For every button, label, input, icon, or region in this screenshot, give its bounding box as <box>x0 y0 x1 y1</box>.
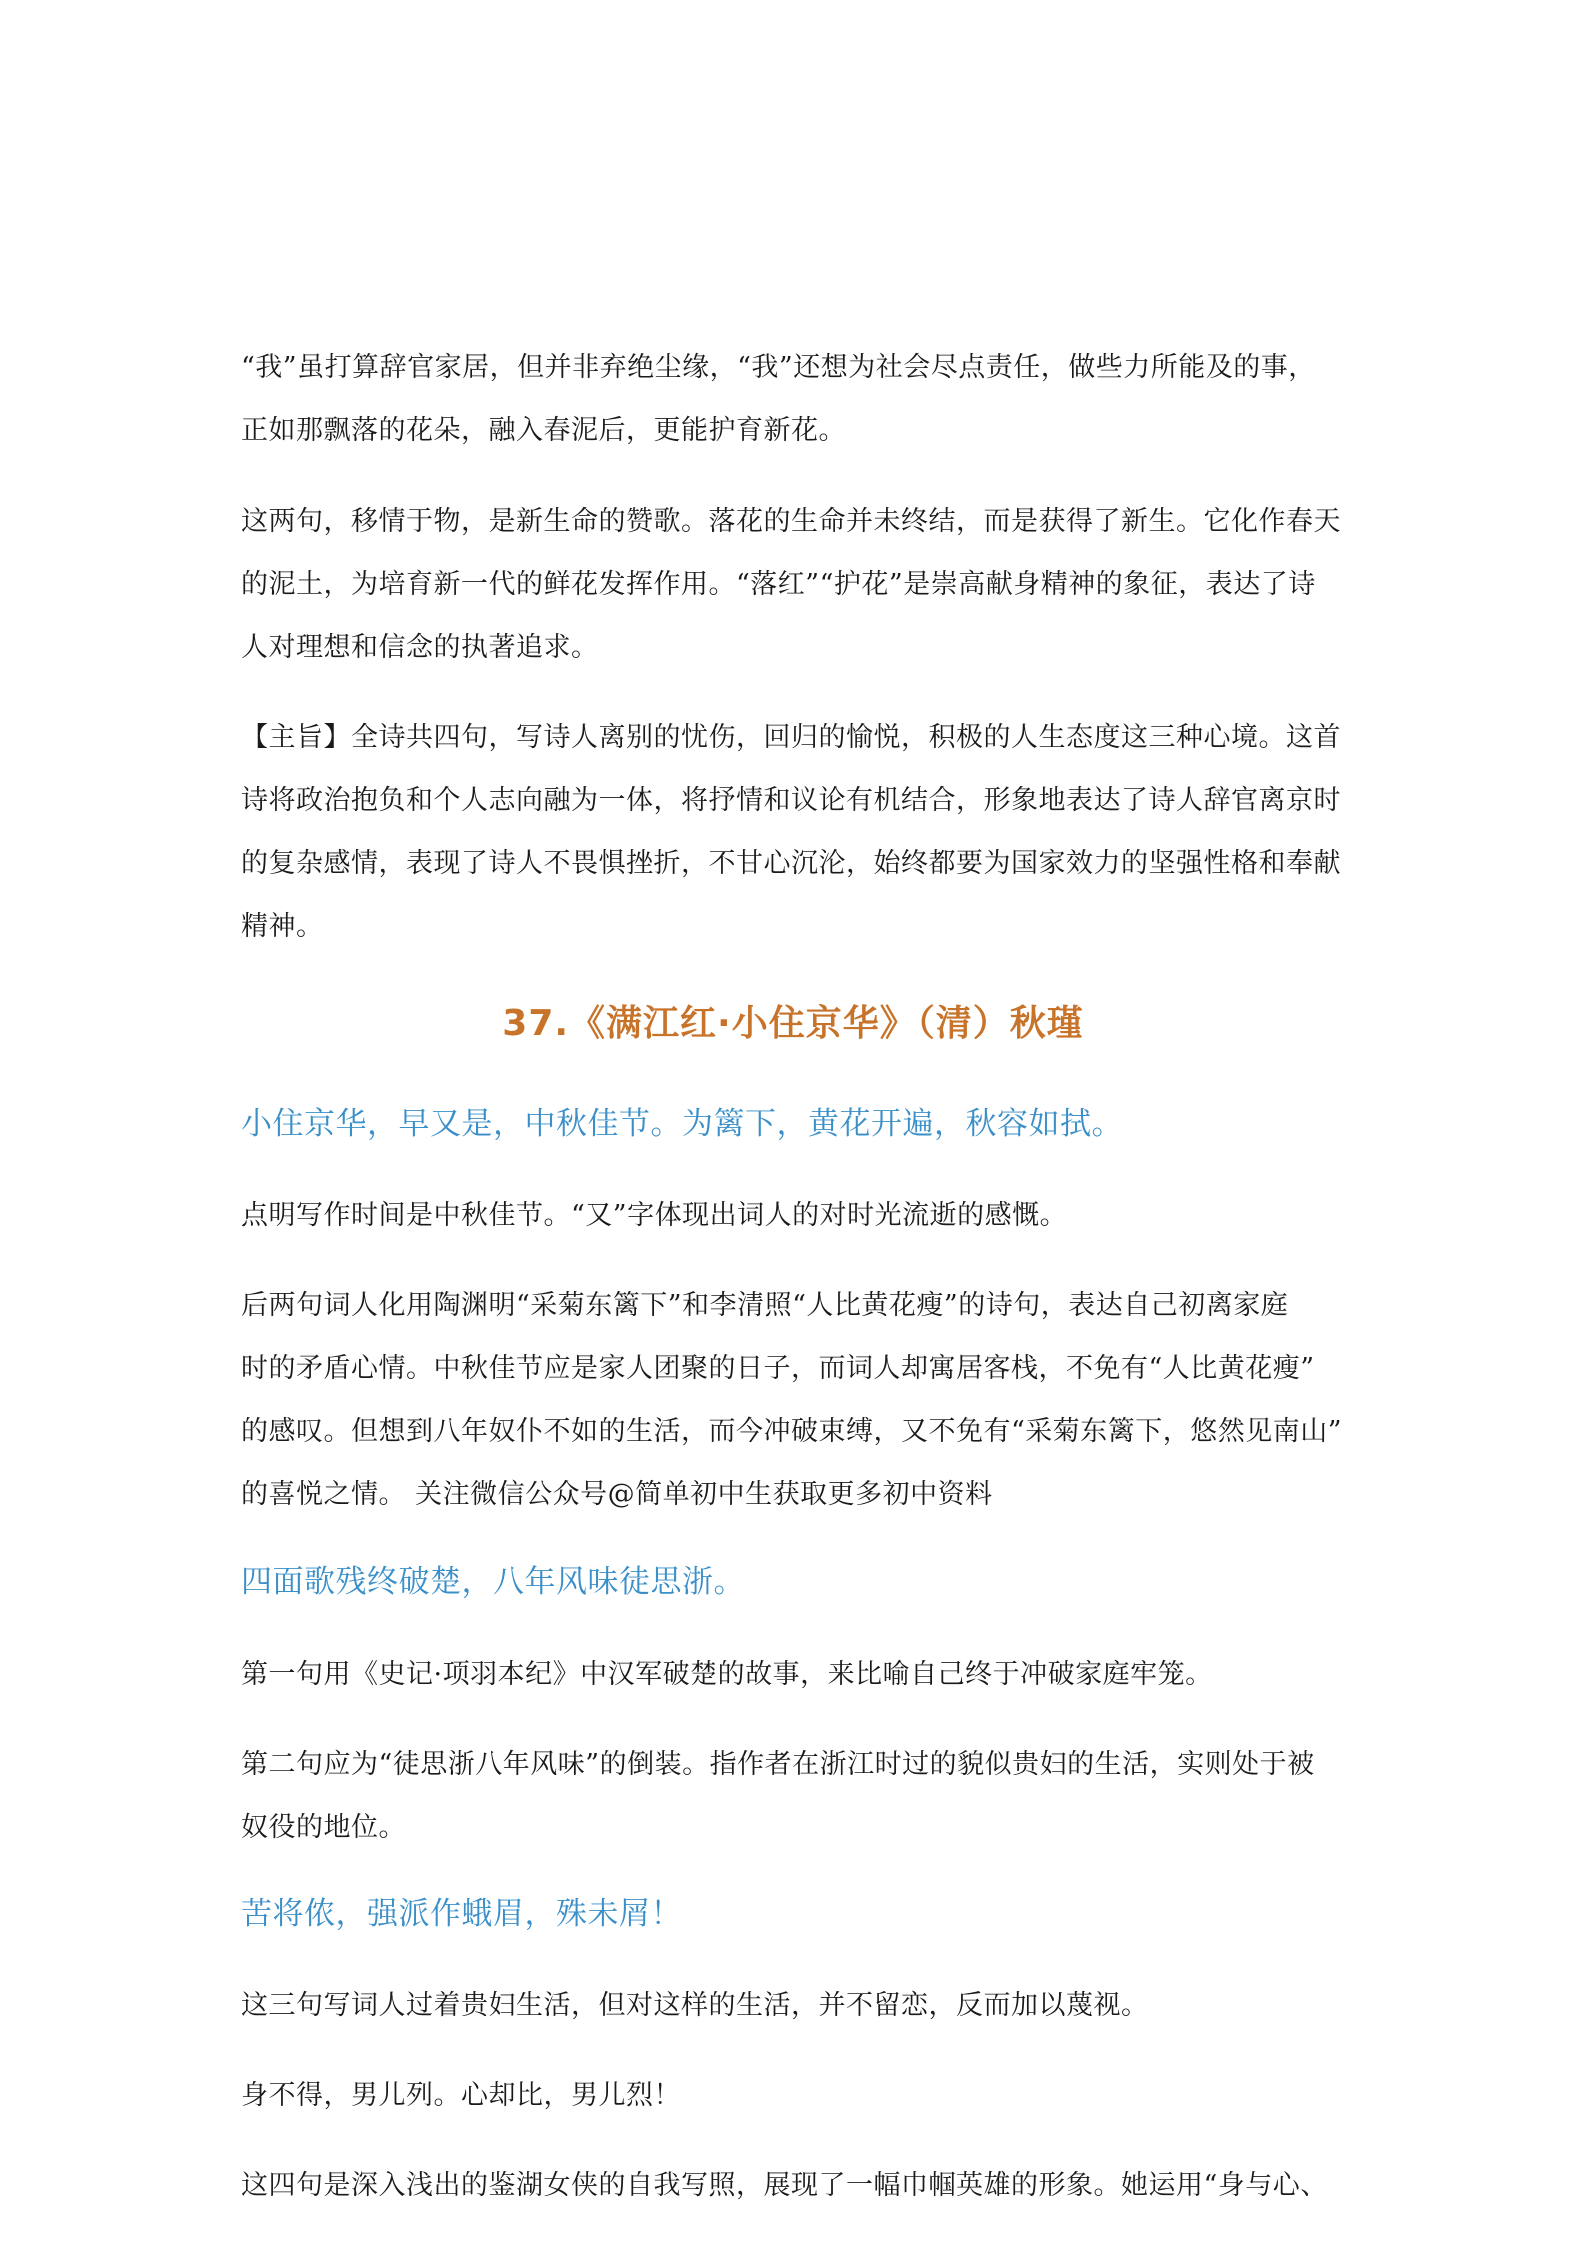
text-line: 精神。 <box>241 911 324 942</box>
paragraph-commentary-1 <box>241 336 1361 462</box>
paragraph-commentary-5 <box>241 1643 1361 1706</box>
paragraph-verse-plain <box>241 2064 1361 2127</box>
text-line: 的感叹。但想到八年奴仆不如的生活，而今冲破束缚，又不免有“采菊东篱下，悠然见南山” <box>241 1416 1343 1447</box>
text-line: 的喜悦之情。 关注微信公众号@简单初中生获取更多初中资料 <box>241 1479 993 1510</box>
text-line: 的泥土，为培育新一代的鲜花发挥作用。“落红”“护花”是崇高献身精神的象征，表达了诗 <box>241 569 1316 600</box>
paragraph-commentary-3 <box>241 1184 1361 1247</box>
text-line: 后两句词人化用陶渊明“采菊东篱下”和李清照“人比黄花瘦”的诗句，表达自己初离家庭 <box>241 1290 1289 1321</box>
verse-line-3: 苦将侬，强派作蛾眉，殊未屑！ <box>241 1896 682 1932</box>
paragraph-commentary-7 <box>241 1974 1361 2037</box>
text-line: 人对理想和信念的执著追求。 <box>241 632 599 663</box>
paragraph-commentary-8 <box>241 2154 1361 2217</box>
text-line: 的复杂感情，表现了诗人不畏惧挫折，不甘心沉沦，始终都要为国家效力的坚强性格和奉献 <box>241 848 1341 879</box>
text-line: 正如那飘落的花朵，融入春泥后，更能护育新花。 <box>241 415 846 446</box>
paragraph-theme-summary <box>241 706 1361 958</box>
verse-line-1: 小住京华，早又是，中秋佳节。为篱下，黄花开遍，秋容如拭。 <box>241 1106 1123 1142</box>
text-line: 时的矛盾心情。中秋佳节应是家人团聚的日子，而词人却寓居客栈，不免有“人比黄花瘦” <box>241 1353 1315 1384</box>
text-line: 【主旨】全诗共四句，写诗人离别的忧伤，回归的愉悦，积极的人生态度这三种心境。这首 <box>241 722 1341 753</box>
paragraph-commentary-4 <box>241 1274 1361 1526</box>
text-line: 这两句，移情于物，是新生命的赞歌。落花的生命并未终结，而是获得了新生。它化作春天 <box>241 506 1341 537</box>
text-line: “我”虽打算辞官家居，但并非弃绝尘缘，“我”还想为社会尽点责任，做些力所能及的事， <box>241 352 1316 383</box>
paragraph-commentary-2 <box>241 490 1361 679</box>
text-line: 身不得，男儿列。心却比，男儿烈！ <box>241 2080 681 2111</box>
paragraph-commentary-6 <box>241 1733 1361 1859</box>
text-line: 诗将政治抱负和个人志向融为一体，将抒情和议论有机结合，形象地表达了诗人辞官离京时 <box>241 785 1341 816</box>
text-line: 这三句写词人过着贵妇生活，但对这样的生活，并不留恋，反而加以蔑视。 <box>241 1990 1149 2021</box>
text-line: 奴役的地位。 <box>241 1812 406 1843</box>
text-line: 点明写作时间是中秋佳节。“又”字体现出词人的对时光流逝的感慨。 <box>241 1200 1068 1231</box>
text-line: 第二句应为“徒思浙八年风味”的倒装。指作者在浙江时过的貌似贵妇的生活，实则处于被 <box>241 1749 1315 1780</box>
verse-line-2: 四面歌残终破楚，八年风味徒思浙。 <box>241 1564 745 1600</box>
text-line: 这四句是深入浅出的鉴湖女侠的自我写照，展现了一幅巾帼英雄的形象。她运用“身与心、 <box>241 2170 1328 2201</box>
text-line: 第一句用《史记·项羽本纪》中汉军破楚的故事，来比喻自己终于冲破家庭牢笼。 <box>241 1659 1213 1690</box>
section-title: 37.《满江红·小住京华》（清）秋瑾 <box>502 1003 1084 1044</box>
